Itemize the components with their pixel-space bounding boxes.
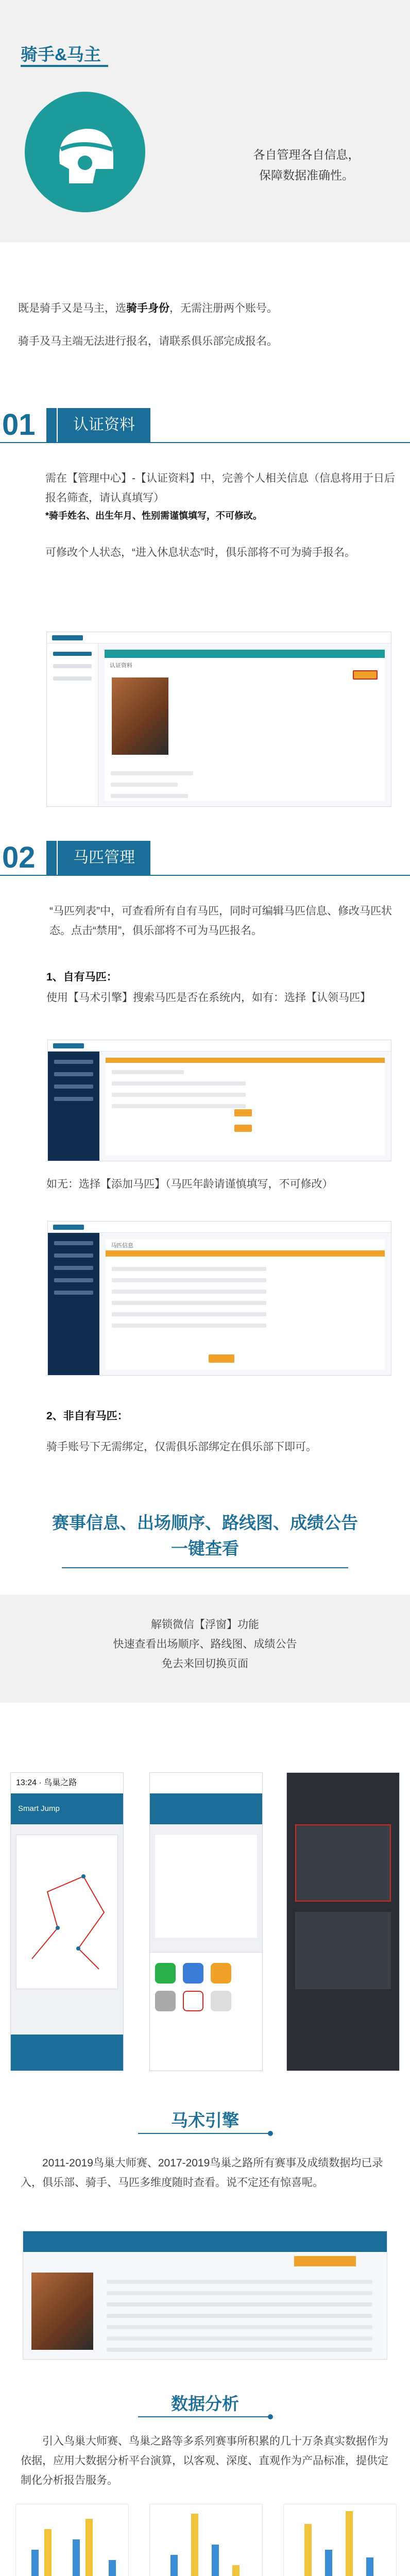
- phone-screenshot-course-map: [10, 1772, 124, 2071]
- analysis-description: 引入鸟巢大师赛、鸟巢之路等多系列赛事所积累的几十万条真实数据作为依据，应用大数据分析平台演算，以客观、深度、直观作为产品标准，提供定制化分析报告服务。: [21, 2435, 388, 2486]
- hero-desc-line1: 各自管理各自信息，: [253, 148, 360, 161]
- step1-title: 认证资料: [58, 408, 150, 442]
- step1-paragraph-profile: 需在【管理中心】-【认证资料】中，完善个人相关信息（信息将用于日后报名筛查，请认真填写）: [45, 472, 395, 504]
- hero-description: [221, 144, 391, 185]
- intro-text-a: 既是骑手又是马主，选: [18, 302, 126, 314]
- analysis-dot: [268, 2414, 273, 2419]
- screenshot-logo: [52, 635, 83, 640]
- share-more-icon[interactable]: [211, 1991, 231, 2011]
- phone-page-title: 鸟巢之路: [44, 1778, 77, 1787]
- intro-text-rider-identity: 骑手身份: [126, 302, 169, 314]
- float-window-item[interactable]: [295, 1912, 391, 1989]
- add-horse-header-label: 马匹信息: [111, 1243, 133, 1249]
- events-desc-line2: 快速查看出场顺序、路线图、成绩公告: [113, 1638, 297, 1650]
- hero-section: [0, 0, 410, 242]
- wechat-share-sheet: [150, 1952, 262, 2071]
- engine-search-button[interactable]: [294, 2256, 356, 2266]
- phone-screenshot-float-menu: [149, 1772, 263, 2071]
- screenshot-header-bar: [105, 650, 385, 658]
- events-title-line1: 赛事信息、出场顺序、路线图、成绩公告: [52, 1513, 358, 1532]
- analysis-chart-3: [283, 2504, 397, 2576]
- step1-text: [45, 469, 396, 563]
- claim-horse-screenshot: [47, 1040, 391, 1161]
- rider-photo: [112, 677, 168, 755]
- phone-app-banner: Smart Jump: [11, 1793, 123, 1824]
- screenshot-content: [105, 650, 385, 801]
- step2-number: 02: [2, 841, 36, 874]
- step1-warning: *骑手姓名、出生年月、性别需谨慎填写，不可修改。: [45, 511, 263, 521]
- rider-avatar-circle: [25, 92, 145, 212]
- screenshot-accent-bar: [106, 1058, 385, 1063]
- not-own-horse-paragraph: 骑手账号下无需绑定，仅需俱乐部绑定在俱乐部下即可。: [46, 1441, 317, 1453]
- step1-bar: [46, 408, 57, 442]
- events-divider: [62, 1567, 348, 1568]
- step1-section: [0, 407, 410, 881]
- events-desc-box: [0, 1595, 410, 1703]
- edit-status-button[interactable]: [353, 670, 378, 680]
- intro-paragraph-identity: [18, 299, 394, 318]
- events-title-line2: 一键查看: [171, 1539, 239, 1558]
- step2-section: [0, 840, 410, 1602]
- analysis-chart-1: [15, 2504, 129, 2576]
- submit-horse-button[interactable]: [209, 1354, 234, 1363]
- intro-paragraph-signup: 骑手及马主端无法进行报名，请联系俱乐部完成报名。: [18, 335, 278, 347]
- step2-bar: [46, 841, 57, 875]
- add-horse-paragraph: 如无：选择【添加马匹】（马匹年龄请谨慎填写，不可修改）: [46, 1178, 333, 1190]
- claim-horse-button-2[interactable]: [234, 1125, 252, 1132]
- own-horse-title: 1、自有马匹：: [46, 971, 117, 983]
- not-own-horse-title: 2、非自有马匹：: [46, 1410, 128, 1422]
- hero-title-underline: [21, 65, 108, 67]
- intro-section: [18, 299, 394, 351]
- analysis-chart-2: [149, 2504, 263, 2576]
- phone-screenshot-float-list: [286, 1772, 400, 2071]
- events-desc-line3: 免去来回切换页面: [162, 1658, 248, 1670]
- phone-bottom-nav[interactable]: [11, 2035, 123, 2071]
- step2-paragraph-list: “马匹列表”中，可查看所有自有马匹，同时可编辑马匹信息、修改马匹状态。点击“禁用”，俱乐部将不可为马匹报名。: [49, 905, 392, 937]
- engine-horse-photo: [31, 2273, 93, 2350]
- phone-time: 13:24: [16, 1778, 37, 1787]
- course-map-diagram: [16, 1835, 118, 1990]
- engine-description: 2011-2019鸟巢大师赛、2017-2019鸟巢之路所有赛事及成绩数据均已录入，俱乐部、骑手、马匹多维度随时查看。说不定还有惊喜呢。: [21, 2157, 383, 2189]
- own-horse-paragraph: 使用【马术引擎】搜索马匹是否在系统内，如有：选择【认领马匹】: [46, 992, 371, 1004]
- screenshot-header-label: 认证资料: [110, 663, 132, 669]
- step2-title: 马匹管理: [58, 841, 150, 875]
- add-horse-header-bar: [106, 1250, 385, 1257]
- share-favorite-icon[interactable]: [211, 1963, 231, 1984]
- step2-divider: [0, 875, 410, 876]
- step1-number: 01: [2, 408, 36, 442]
- float-window-icon[interactable]: [183, 1991, 203, 2011]
- intro-text-c: ，无需注册两个账号。: [169, 302, 278, 314]
- profile-screenshot: [46, 632, 391, 807]
- engine-divider: [138, 2133, 272, 2134]
- phone-status-bar: 13:24 · 鸟巢之路: [11, 1773, 123, 1793]
- engine-title: 马术引擎: [171, 2111, 239, 2130]
- float-window-list[interactable]: [295, 1824, 391, 1902]
- engine-screenshot: [23, 2231, 387, 2360]
- claim-horse-button[interactable]: [234, 1109, 252, 1116]
- engine-header: [23, 2231, 387, 2252]
- course-map: [16, 1835, 118, 1989]
- rider-helmet-icon: [25, 92, 145, 212]
- hero-desc-line2: 保障数据准确性。: [259, 168, 354, 182]
- analysis-title: 数据分析: [171, 2394, 239, 2413]
- share-moments-icon[interactable]: [183, 1963, 203, 1984]
- add-horse-screenshot: [47, 1221, 391, 1376]
- step1-divider: [0, 442, 410, 443]
- step1-paragraph-status: 可修改个人状态，“进入休息状态”时，俱乐部将不可为骑手报名。: [45, 547, 355, 558]
- hero-title: 骑手&马主: [21, 45, 101, 64]
- events-desc-line1: 解锁微信【浮窗】功能: [151, 1619, 259, 1631]
- share-friend-icon[interactable]: [155, 1963, 176, 1984]
- analysis-divider: [138, 2416, 272, 2417]
- screenshot-topbar: [47, 632, 391, 643]
- engine-dot: [268, 2131, 273, 2136]
- screenshot-sidebar: [47, 643, 98, 806]
- share-browser-icon[interactable]: [155, 1991, 176, 2011]
